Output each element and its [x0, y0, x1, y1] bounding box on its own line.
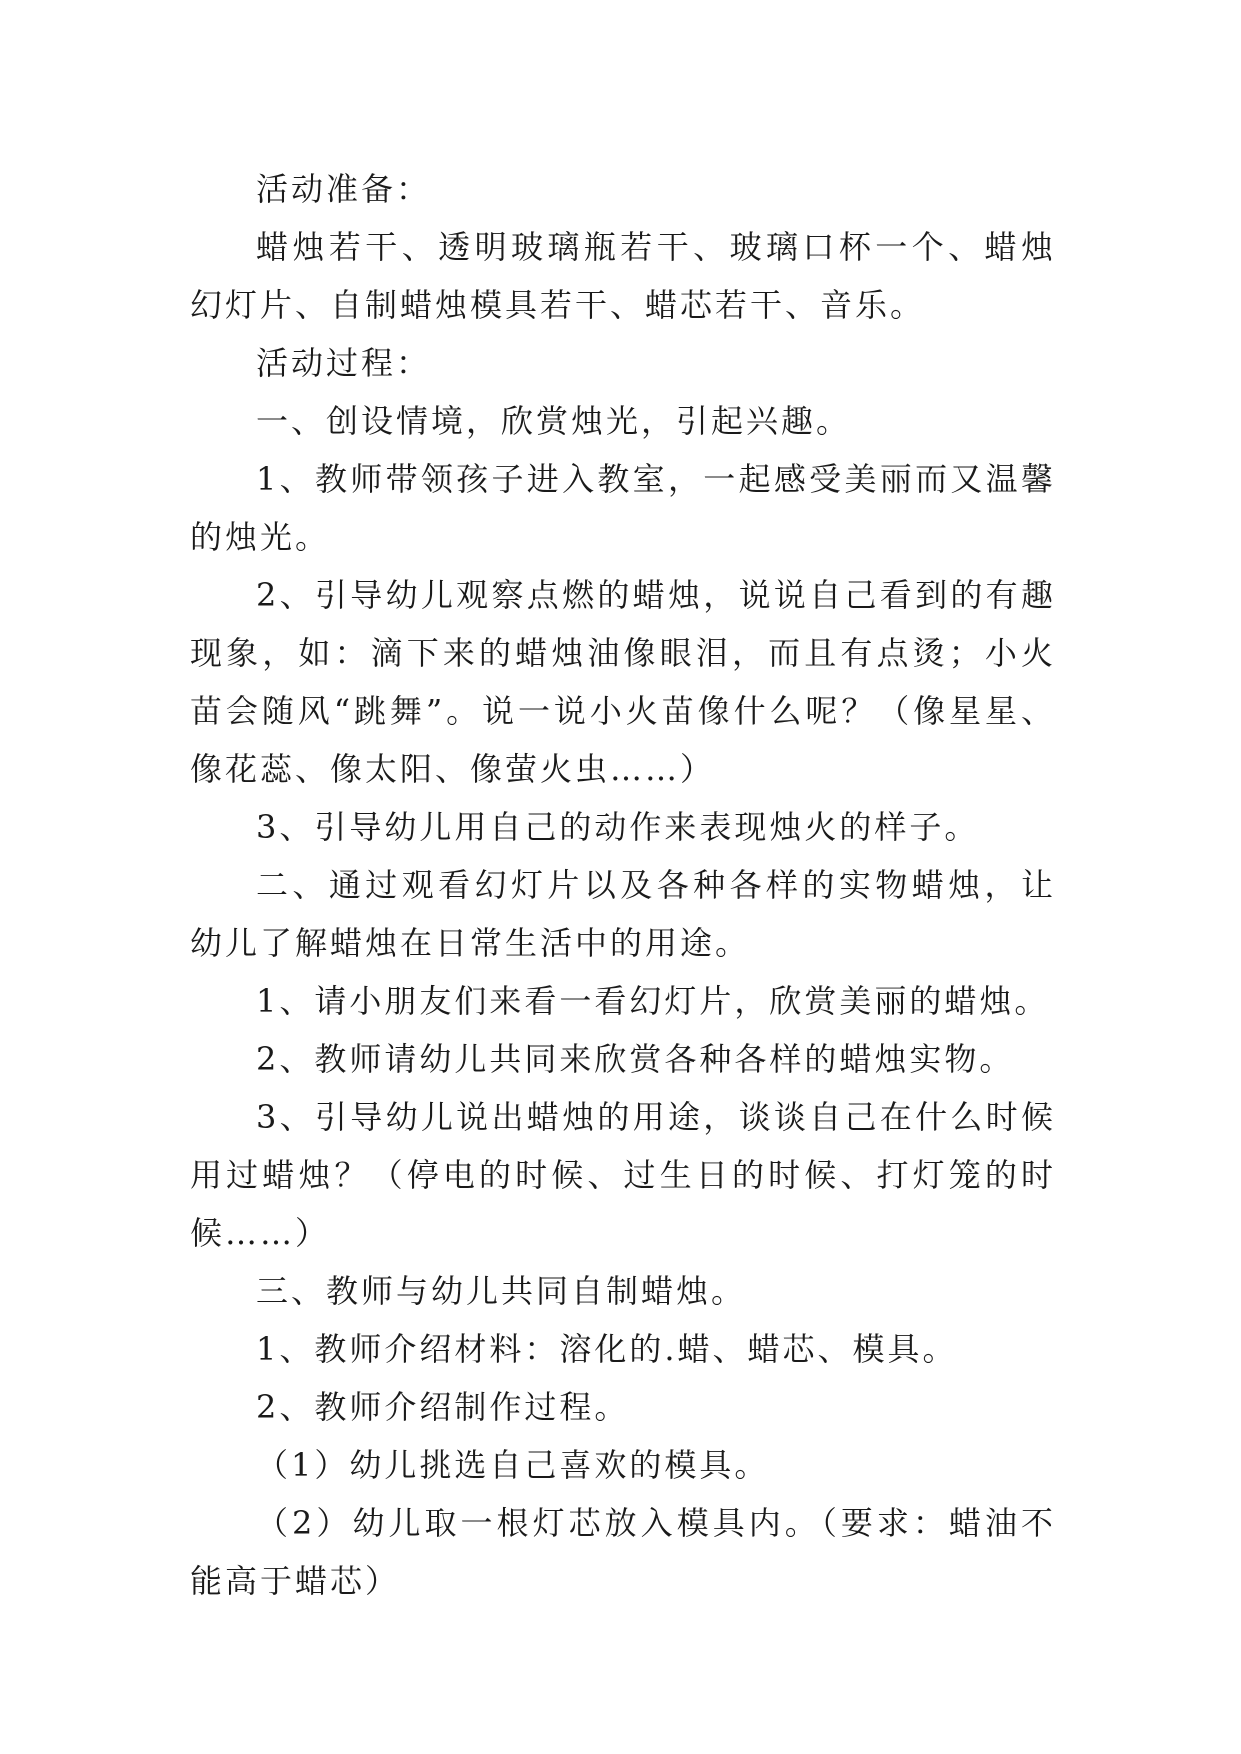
paragraph-section-two-item-2: 2、教师请幼儿共同来欣赏各种各样的蜡烛实物。	[256, 1040, 1015, 1078]
paragraph-section-one-item-3: 3、引导幼儿用自己的动作来表现烛火的样子。	[256, 808, 980, 846]
document-page	[190, 160, 1056, 1610]
paragraph-section-three-item-1: 1、教师介绍材料：溶化的.蜡、蜡芯、模具。	[256, 1330, 958, 1368]
paragraph-section-two-item-3: 3、引导幼儿说出蜡烛的用途，谈谈自己在什么时候用过蜡烛？（停电的时候、过生日的时候、打灯笼的时候……）	[190, 1098, 1056, 1252]
paragraph-step-1: （1）幼儿挑选自己喜欢的模具。	[256, 1446, 770, 1484]
paragraph-section-one-item-1: 1、教师带领孩子进入教室，一起感受美丽而又温馨的烛光。	[190, 460, 1056, 556]
paragraph-section-one-heading: 一、创设情境，欣赏烛光，引起兴趣。	[256, 402, 852, 440]
paragraph-section-three-heading: 三、教师与幼儿共同自制蜡烛。	[256, 1272, 747, 1310]
paragraph-activity-preparation-heading: 活动准备：	[256, 170, 432, 208]
paragraph-section-two-heading: 二、通过观看幻灯片以及各种各样的实物蜡烛，让幼儿了解蜡烛在日常生活中的用途。	[190, 866, 1056, 962]
paragraph-section-three-item-2: 2、教师介绍制作过程。	[256, 1388, 630, 1426]
paragraph-step-2: （2）幼儿取一根灯芯放入模具内。（要求：蜡油不能高于蜡芯）	[190, 1504, 1056, 1600]
paragraph-section-one-item-2: 2、引导幼儿观察点燃的蜡烛，说说自己看到的有趣现象，如：滴下来的蜡烛油像眼泪，而且有点烫；小火苗会随风“跳舞”。说一说小火苗像什么呢？（像星星、像花蕊、像太阳、像萤火虫……）	[190, 576, 1056, 788]
paragraph-section-two-item-1: 1、请小朋友们来看一看幻灯片，欣赏美丽的蜡烛。	[256, 982, 1050, 1020]
paragraph-activity-process-heading: 活动过程：	[256, 344, 432, 382]
paragraph-materials-list: 蜡烛若干、透明玻璃瓶若干、玻璃口杯一个、蜡烛幻灯片、自制蜡烛模具若干、蜡芯若干、音乐。	[190, 228, 1056, 324]
